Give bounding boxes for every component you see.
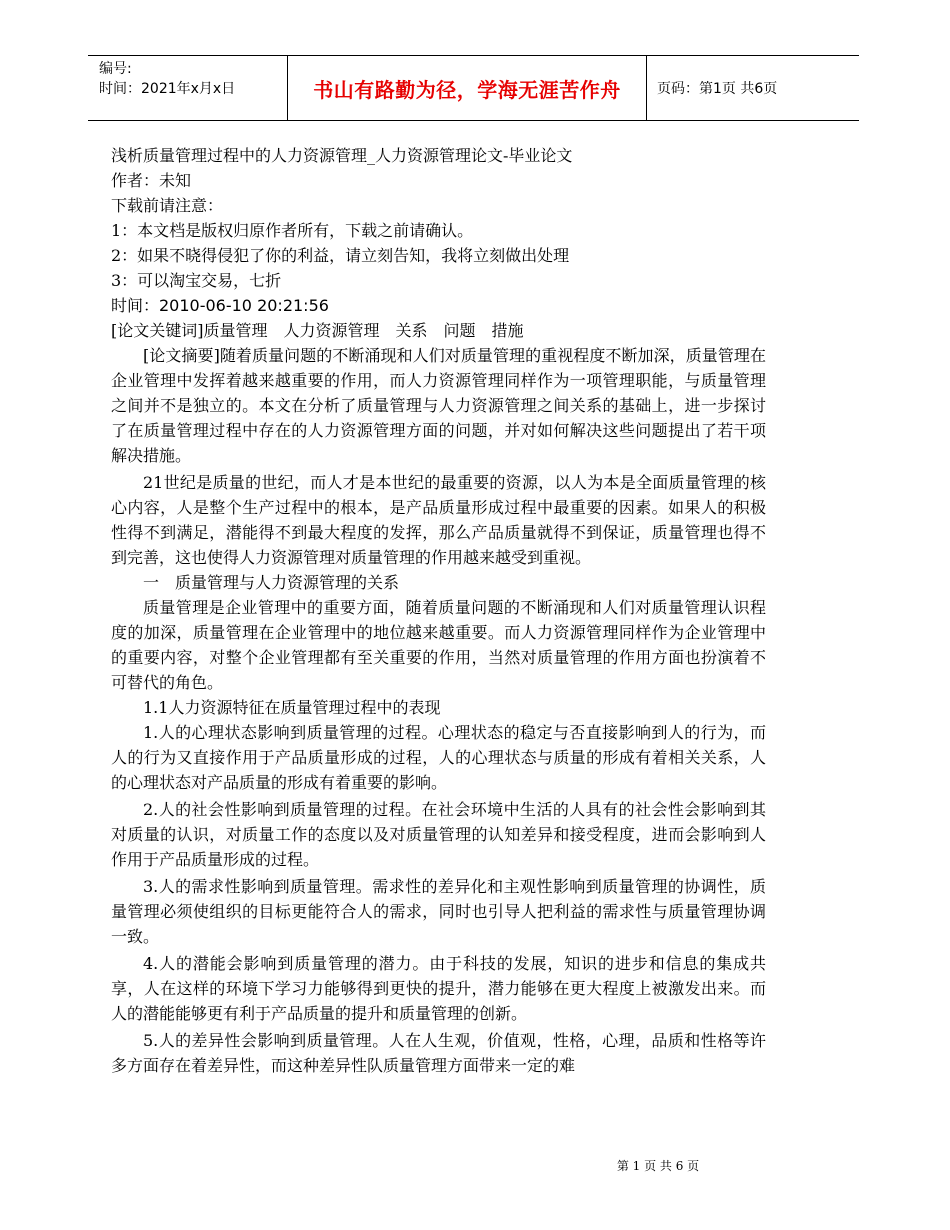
document-author: 作者：未知 <box>111 171 192 190</box>
header-meta <box>88 56 287 120</box>
section-1-paragraph: 质量管理是企业管理中的重要方面，随着质量问题的不断涌现和人们对质量管理认识程度的加深，质量管理在企业管理中的地位越来越重要。而人力资源管理同样作为企业管理中的重要内容，对整个企业管理都有至关重要的作用，当然对质量管理的作用方面也扮演着不可替代的角色。 <box>111 598 766 692</box>
section-1-heading: 一 质量管理与人力资源管理的关系 <box>143 573 400 592</box>
intro-paragraph: 21世纪是质量的世纪，而人才是本世纪的最重要的资源，以人为本是全面质量管理的核心内容，人是整个生产过程中的根本，是产品质量形成过程中最重要的因素。如果人的积极性得不到满足，潜能得不到最大程度的发挥，那么产品质量就得不到保证，质量管理也得不到完善，这也使得人力资源管理对质量管理的作用越来越受到重视。 <box>111 473 766 567</box>
document-title: 浅析质量管理过程中的人力资源管理_人力资源管理论文-毕业论文 <box>111 146 573 165</box>
list-item-5: 5.人的差异性会影响到质量管理。人在人生观，价值观，性格，心理，品质和性格等许多方面存在着差异性，而这种差异性队质量管理方面带来一定的难 <box>111 1031 766 1075</box>
motto-text: 书山有路勤为径，学海无涯苦作舟 <box>313 77 621 102</box>
header-page-cell <box>647 56 859 120</box>
page-footer <box>0 1157 950 1174</box>
download-notice-heading: 下载前请注意： <box>111 196 224 215</box>
notice-item-3: 3：可以淘宝交易，七折 <box>111 271 282 290</box>
list-item-3: 3.人的需求性影响到质量管理。需求性的差异化和主观性影响到质量管理的协调性，质量管理必须使组织的目标更能符合人的需求，同时也引导人把利益的需求性与质量管理协调一致。 <box>111 877 766 946</box>
list-item-4: 4.人的潜能会影响到质量管理的潜力。由于科技的发展，知识的进步和信息的集成共享，人在这样的环境下学习力能够得到更快的提升，潜力能够在更大程度上被激发出来。而人的潜能能够更有利于产品质量的提升和质量管理的创新。 <box>111 954 766 1023</box>
list-item-1: 1.人的心理状态影响到质量管理的过程。心理状态的稳定与否直接影响到人的行为，而人的行为又直接作用于产品质量形成的过程，人的心理状态与质量的形成有着相关关系，人的心理状态对产品质量的形成有着重要的影响。 <box>111 723 766 792</box>
list-item-2: 2.人的社会性影响到质量管理的过程。在社会环境中生活的人具有的社会性会影响到其对质量的认识，对质量工作的态度以及对质量管理的认知差异和接受程度，进而会影响到人作用于产品质量形成的过程。 <box>111 800 766 869</box>
notice-item-1: 1：本文档是版权归原作者所有，下载之前请确认。 <box>111 221 474 240</box>
header-motto-cell <box>287 56 647 120</box>
subsection-1-1-heading: 1.1人力资源特征在质量管理过程中的表现 <box>143 698 441 717</box>
abstract-paragraph: [论文摘要]随着质量问题的不断涌现和人们对质量管理的重视程度不断加深，质量管理在企业管理中发挥着越来越重要的作用，而人力资源管理同样作为一项管理职能，与质量管理之间并不是独立的。本文在分析了质量管理与人力资源管理之间关系的基础上，进一步探讨了在质量管理过程中存在的人力资源管理方面的问题，并对如何解决这些问题提出了若干项解决措施。 <box>111 346 766 465</box>
document-number-label: 编号: <box>99 61 132 77</box>
page-info: 页码：第1页 共6页 <box>657 81 778 97</box>
page-header <box>88 55 859 121</box>
keywords: [论文关键词]质量管理 人力资源管理 关系 问题 措施 <box>111 321 524 340</box>
document-body <box>111 143 766 1078</box>
footer-page-number: 第 1 页 共 6 页 <box>616 1159 700 1173</box>
notice-item-2: 2：如果不晓得侵犯了你的利益，请立刻告知，我将立刻做出处理 <box>111 246 570 265</box>
document-timestamp: 时间：2010-06-10 20:21:56 <box>111 296 329 315</box>
document-date: 时间：2021年x月x日 <box>99 81 236 97</box>
